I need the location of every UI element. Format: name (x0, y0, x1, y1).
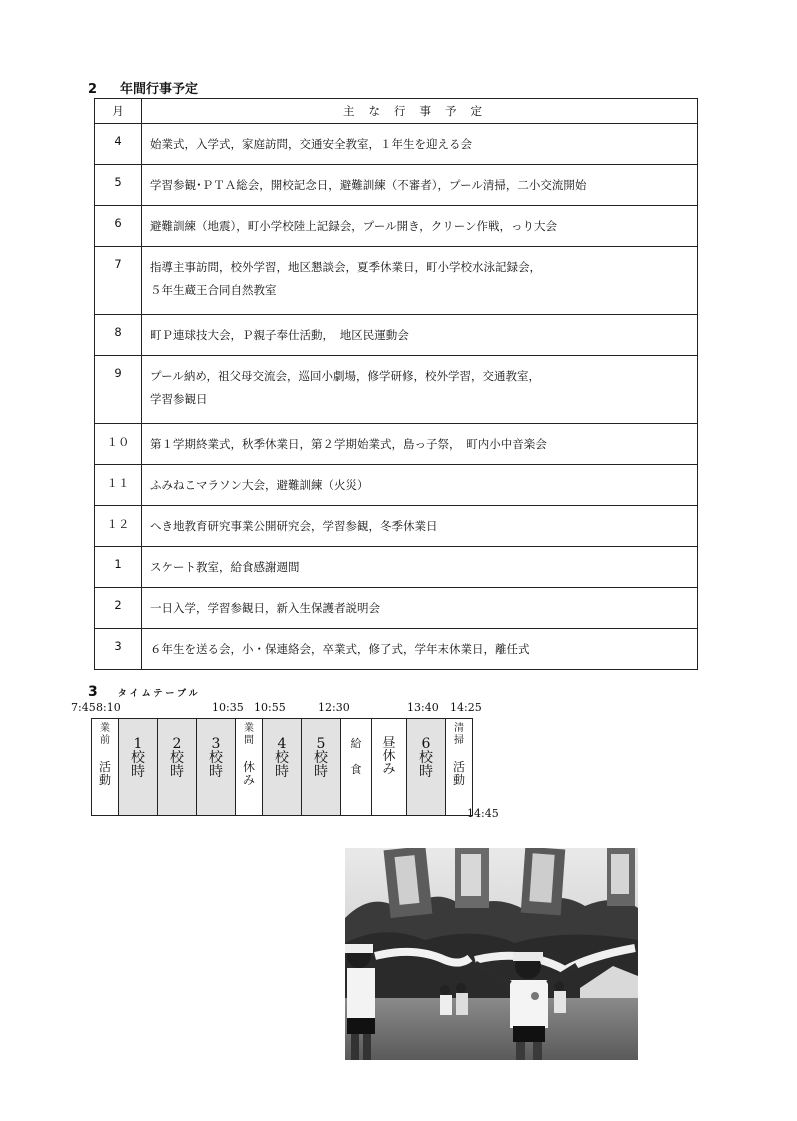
event-line: 町Ｐ連球技大会，Ｐ親子奉仕活動， 地区民運動会 (150, 328, 409, 342)
cleaning-cell (446, 719, 473, 816)
event-month: 5 (95, 165, 142, 206)
event-description (142, 547, 698, 588)
event-description (142, 247, 698, 315)
period-label: 校時 (131, 750, 145, 780)
event-description (142, 124, 698, 165)
event-description (142, 588, 698, 629)
event-month: １２ (95, 506, 142, 547)
event-month: 3 (95, 629, 142, 670)
event-description (142, 315, 698, 356)
event-description (142, 629, 698, 670)
annual-events-table (94, 98, 698, 670)
event-line: へき地教育研究事業公開研究会，学習参観，冬季休業日 (150, 519, 438, 533)
lunch-bottom: 食 (350, 763, 362, 776)
time-label: 14:45 (467, 807, 499, 820)
pre-activity-bottom: 活動 (98, 760, 111, 787)
period-number: 4 (277, 736, 287, 752)
period-number: 3 (211, 736, 221, 752)
event-line: 一日入学，学習参観日，新入生保護者説明会 (150, 601, 380, 615)
event-description (142, 506, 698, 547)
recess-top: 業間 (244, 723, 254, 746)
section-2-title (88, 78, 198, 97)
event-row (95, 315, 698, 356)
period-label: 校時 (314, 750, 328, 780)
time-label: 14:25 (450, 701, 482, 714)
event-line: 学習参観日 (150, 392, 208, 406)
time-label: 10:55 (254, 701, 286, 714)
event-month: 7 (95, 247, 142, 315)
event-row (95, 465, 698, 506)
noon-break-cell (372, 719, 407, 816)
period-6-cell (407, 719, 446, 816)
recess-bottom: 休み (242, 760, 255, 787)
event-row (95, 124, 698, 165)
event-line: 第１学期終業式，秋季休業日，第２学期始業式，島っ子祭， 町内小中音楽会 (150, 437, 547, 451)
period-number: 1 (133, 736, 143, 752)
event-description (142, 206, 698, 247)
time-label: 12:30 (318, 701, 350, 714)
event-month: 4 (95, 124, 142, 165)
event-line: ふみねこマラソン大会，避難訓練（火災） (150, 478, 369, 492)
event-line: ５年生蔵王合同自然教室 (150, 283, 277, 297)
period-number: 6 (421, 736, 431, 752)
event-row (95, 547, 698, 588)
event-line: 学習参観･ＰＴＡ総会，開校記念日，避難訓練（不審者），プール清掃，二小交流開始 (150, 178, 587, 192)
period-label: 校時 (209, 750, 223, 780)
period-label: 校時 (170, 750, 184, 780)
section-3-number: 3 (88, 684, 98, 700)
event-row (95, 506, 698, 547)
section-2-number: 2 (88, 82, 98, 97)
period-label: 校時 (419, 750, 433, 780)
event-month: １０ (95, 424, 142, 465)
event-line: プール納め，祖父母交流会，巡回小劇場，修学研修，校外学習，交通教室， (150, 369, 540, 383)
event-row (95, 629, 698, 670)
event-line: 指導主事訪問，校外学習，地区懇談会，夏季休業日，町小学校水泳記録会， (150, 260, 541, 274)
event-month: 9 (95, 356, 142, 424)
event-month: １１ (95, 465, 142, 506)
event-description (142, 356, 698, 424)
event-row (95, 424, 698, 465)
period-number: 2 (172, 736, 182, 752)
events-header: 主な行事予定 (142, 99, 698, 124)
period-2-cell (158, 719, 197, 816)
event-row (95, 588, 698, 629)
cleaning-top: 清掃 (454, 723, 464, 746)
period-5-cell (302, 719, 341, 816)
event-rows (95, 124, 698, 670)
event-month: 6 (95, 206, 142, 247)
event-row (95, 247, 698, 315)
time-label: 10:35 (212, 701, 244, 714)
time-label: 8:10 (96, 701, 121, 714)
event-month: 2 (95, 588, 142, 629)
lunch-top: 給 (350, 737, 362, 750)
event-month: 8 (95, 315, 142, 356)
time-label: 13:40 (407, 701, 439, 714)
event-description (142, 465, 698, 506)
period-3-cell (197, 719, 236, 816)
event-row (95, 165, 698, 206)
section-2-heading: 年間行事予定 (120, 82, 199, 97)
recess-cell (236, 719, 263, 816)
section-3-title (88, 684, 201, 700)
event-line: 始業式，入学式，家庭訪問，交通安全教室，１年生を迎える会 (150, 137, 472, 151)
pre-activity-cell (92, 719, 119, 816)
sports-day-photo (345, 848, 638, 1060)
lunch-cell (341, 719, 372, 816)
period-4-cell (263, 719, 302, 816)
timetable (91, 718, 473, 816)
event-row (95, 206, 698, 247)
noon-break-label: 昼休み (382, 736, 396, 777)
event-month: 1 (95, 547, 142, 588)
event-description (142, 165, 698, 206)
period-label: 校時 (275, 750, 289, 780)
month-header: 月 (95, 99, 142, 124)
section-3-heading: タイムテーブル (117, 689, 201, 699)
pre-activity-top: 業前 (100, 723, 110, 746)
event-line: 避難訓練（地震），町小学校陸上記録会，プール開き，クリーン作戦，っり大会 (150, 219, 557, 233)
period-number: 5 (316, 736, 326, 752)
event-line: スケート教室，給食感謝週間 (150, 560, 300, 574)
time-label: 7:45 (71, 701, 96, 714)
event-line: ６年生を送る会，小・保連絡会，卒業式，修了式，学年末休業日，離任式 (150, 642, 530, 656)
event-row (95, 356, 698, 424)
period-1-cell (119, 719, 158, 816)
cleaning-bottom: 活動 (452, 760, 465, 787)
event-description (142, 424, 698, 465)
